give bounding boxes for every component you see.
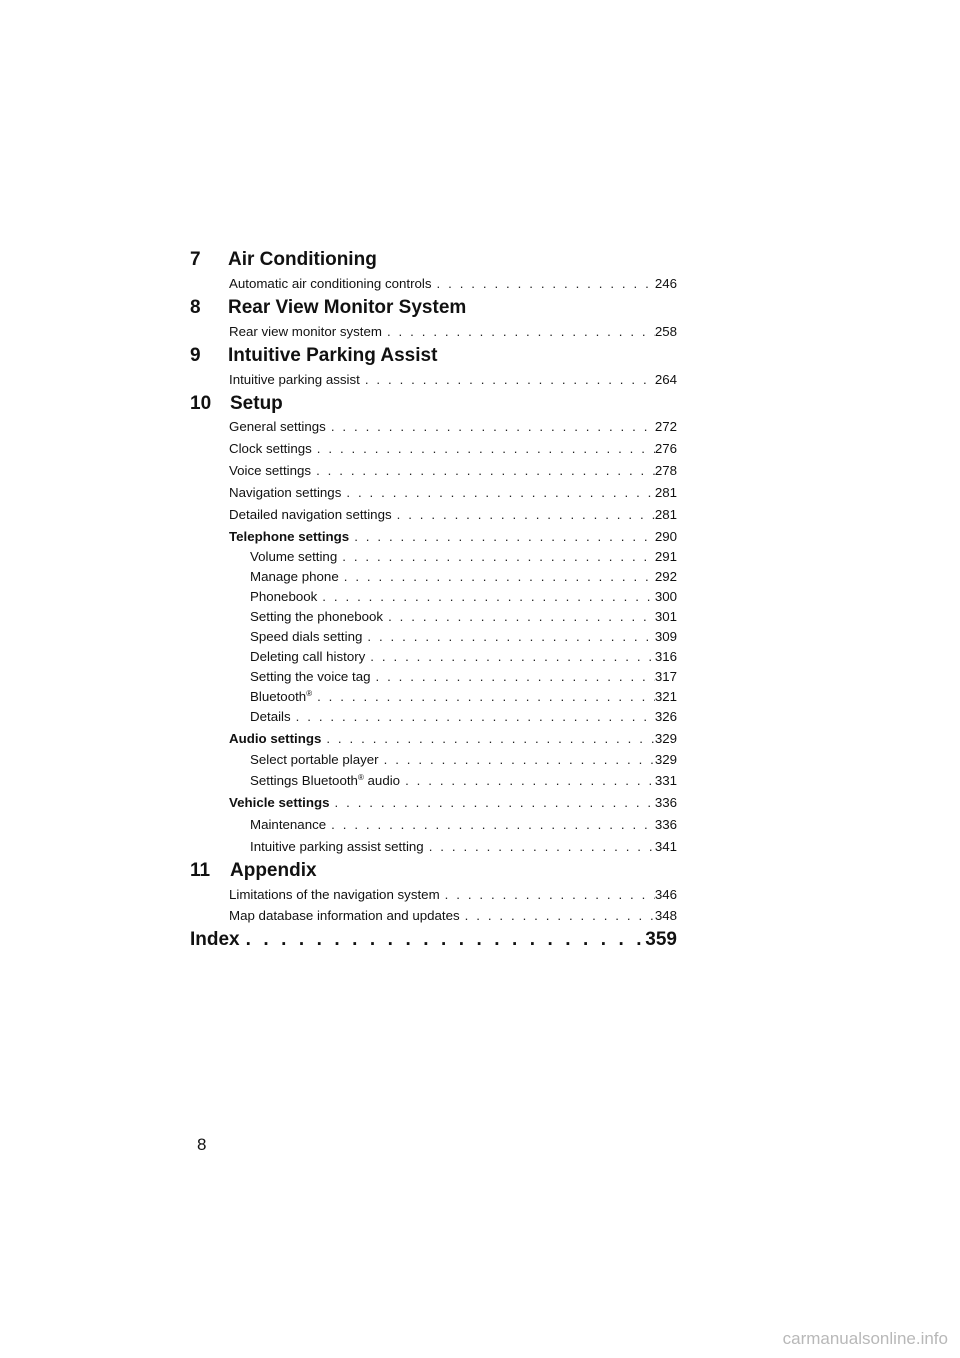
entry-title: Speed dials setting xyxy=(250,629,363,644)
toc-entry[interactable] xyxy=(229,323,677,341)
toc-subentry[interactable] xyxy=(250,628,677,646)
entry-title xyxy=(250,772,400,790)
toc-subentry[interactable] xyxy=(250,772,677,790)
entry-title: Intuitive parking assist setting xyxy=(250,839,424,854)
entry-title xyxy=(250,688,312,706)
dot-leader xyxy=(321,730,654,748)
entry-page: 272 xyxy=(654,419,677,434)
chapter-title: Intuitive Parking Assist xyxy=(228,345,438,366)
watermark: carmanualsonline.info xyxy=(782,1329,948,1348)
dot-leader xyxy=(400,772,655,790)
dot-leader xyxy=(341,484,654,502)
entry-title: Detailed navigation settings xyxy=(229,507,392,522)
entry-title: Vehicle settings xyxy=(229,795,330,810)
index-title: Index xyxy=(190,929,240,950)
entry-page: 329 xyxy=(654,731,677,746)
entry-title: Phonebook xyxy=(250,589,318,604)
toc-entry[interactable] xyxy=(229,484,677,502)
entry-page: 326 xyxy=(654,709,677,724)
entry-title: Rear view monitor system xyxy=(229,324,382,339)
entry-page: 276 xyxy=(654,441,677,456)
entry-page: 336 xyxy=(654,795,677,810)
dot-leader xyxy=(337,548,655,566)
toc-entry[interactable] xyxy=(229,371,677,389)
entry-page: 300 xyxy=(654,589,677,604)
entry-title: Select portable player xyxy=(250,752,379,767)
entry-title: Setting the phonebook xyxy=(250,609,384,624)
entry-page: 290 xyxy=(654,529,677,544)
entry-page: 316 xyxy=(654,649,677,664)
dot-leader xyxy=(460,907,655,925)
registered-mark: ® xyxy=(306,689,313,698)
entry-page: 281 xyxy=(654,507,677,522)
registered-mark: ® xyxy=(357,773,364,782)
chapter-heading xyxy=(190,859,677,883)
toc-subentry[interactable] xyxy=(250,648,677,666)
dot-leader xyxy=(339,568,655,586)
chapter-title: Appendix xyxy=(230,860,317,881)
chapter-number: 9 xyxy=(190,345,201,366)
chapter-heading xyxy=(190,392,677,416)
dot-leader xyxy=(392,506,655,524)
entry-title-text: Bluetooth xyxy=(250,689,307,704)
toc-entry[interactable] xyxy=(229,907,677,925)
chapter-number: 10 xyxy=(190,393,212,414)
toc-subentry[interactable] xyxy=(250,838,677,856)
chapter-title: Air Conditioning xyxy=(228,249,377,270)
chapter-number: 7 xyxy=(190,249,201,270)
toc-subentry[interactable] xyxy=(250,568,677,586)
toc-section-entry[interactable] xyxy=(229,794,677,812)
dot-leader xyxy=(360,371,655,389)
dot-leader xyxy=(382,323,655,341)
dot-leader xyxy=(240,928,646,952)
entry-title: General settings xyxy=(229,419,326,434)
toc-section-entry[interactable] xyxy=(229,528,677,546)
entry-title: Audio settings xyxy=(229,731,322,746)
toc-entry[interactable] xyxy=(229,886,677,904)
entry-page: 264 xyxy=(654,372,677,387)
dot-leader xyxy=(312,688,655,706)
dot-leader xyxy=(440,886,655,904)
entry-page: 341 xyxy=(654,839,677,854)
dot-leader xyxy=(291,708,655,726)
chapter-heading xyxy=(190,296,677,320)
dot-leader xyxy=(362,628,654,646)
entry-title: Manage phone xyxy=(250,569,339,584)
dot-leader xyxy=(379,751,655,769)
dot-leader xyxy=(312,440,655,458)
page-number: 8 xyxy=(197,1135,207,1154)
dot-leader xyxy=(432,275,655,293)
entry-title: Voice settings xyxy=(229,463,312,478)
entry-page: 292 xyxy=(654,569,677,584)
entry-title: Details xyxy=(250,709,291,724)
chapter-heading xyxy=(190,344,677,368)
chapter-number: 11 xyxy=(190,860,211,881)
dot-leader xyxy=(383,608,655,626)
toc-subentry[interactable] xyxy=(250,688,677,706)
toc-subentry[interactable] xyxy=(250,708,677,726)
toc-entry[interactable] xyxy=(229,440,677,458)
dot-leader xyxy=(326,816,655,834)
entry-title: Map database information and updates xyxy=(229,908,460,923)
entry-page: 336 xyxy=(654,817,677,832)
dot-leader xyxy=(317,588,655,606)
chapter-title: Rear View Monitor System xyxy=(228,297,467,318)
dot-leader xyxy=(330,794,655,812)
dot-leader xyxy=(326,418,655,436)
entry-page: 309 xyxy=(654,629,677,644)
entry-title: Maintenance xyxy=(250,817,327,832)
chapter-heading xyxy=(190,248,677,272)
entry-title-text: Settings Bluetooth xyxy=(250,773,358,788)
toc-entry[interactable] xyxy=(229,462,677,480)
dot-leader xyxy=(311,462,655,480)
entry-page: 348 xyxy=(654,908,677,923)
entry-title: Automatic air conditioning controls xyxy=(229,276,432,291)
entry-title: Clock settings xyxy=(229,441,312,456)
toc-subentry[interactable] xyxy=(250,816,677,834)
entry-page: 331 xyxy=(654,773,677,788)
entry-title: Deleting call history xyxy=(250,649,366,664)
chapter-title: Setup xyxy=(230,393,283,414)
toc-subentry[interactable] xyxy=(250,608,677,626)
entry-title: Limitations of the navigation system xyxy=(229,887,440,902)
entry-page: 281 xyxy=(654,485,677,500)
dot-leader xyxy=(365,648,655,666)
index-entry[interactable] xyxy=(190,928,677,952)
entry-page: 317 xyxy=(654,669,677,684)
toc-entry[interactable] xyxy=(229,506,677,524)
toc-subentry[interactable] xyxy=(250,668,677,686)
dot-leader xyxy=(371,668,655,686)
entry-title: Setting the voice tag xyxy=(250,669,371,684)
entry-page: 246 xyxy=(654,276,677,291)
dot-leader xyxy=(349,528,655,546)
toc-entry[interactable] xyxy=(229,418,677,436)
toc-subentry[interactable] xyxy=(250,548,677,566)
dot-leader xyxy=(424,838,655,856)
entry-title: Navigation settings xyxy=(229,485,342,500)
toc-entry[interactable] xyxy=(229,275,677,293)
entry-page: 258 xyxy=(654,324,677,339)
entry-title: Telephone settings xyxy=(229,529,350,544)
toc-subentry[interactable] xyxy=(250,588,677,606)
entry-page: 291 xyxy=(654,549,677,564)
toc-subentry[interactable] xyxy=(250,751,677,769)
toc-section-entry[interactable] xyxy=(229,730,677,748)
entry-title: Intuitive parking assist xyxy=(229,372,360,387)
entry-page: 278 xyxy=(654,463,677,478)
entry-title: Volume setting xyxy=(250,549,338,564)
index-page: 359 xyxy=(645,929,677,950)
entry-title-suffix: audio xyxy=(363,773,401,788)
entry-page: 346 xyxy=(654,887,677,902)
entry-page: 321 xyxy=(654,689,677,704)
entry-page: 301 xyxy=(654,609,677,624)
entry-page: 329 xyxy=(654,752,677,767)
chapter-number: 8 xyxy=(190,297,201,318)
